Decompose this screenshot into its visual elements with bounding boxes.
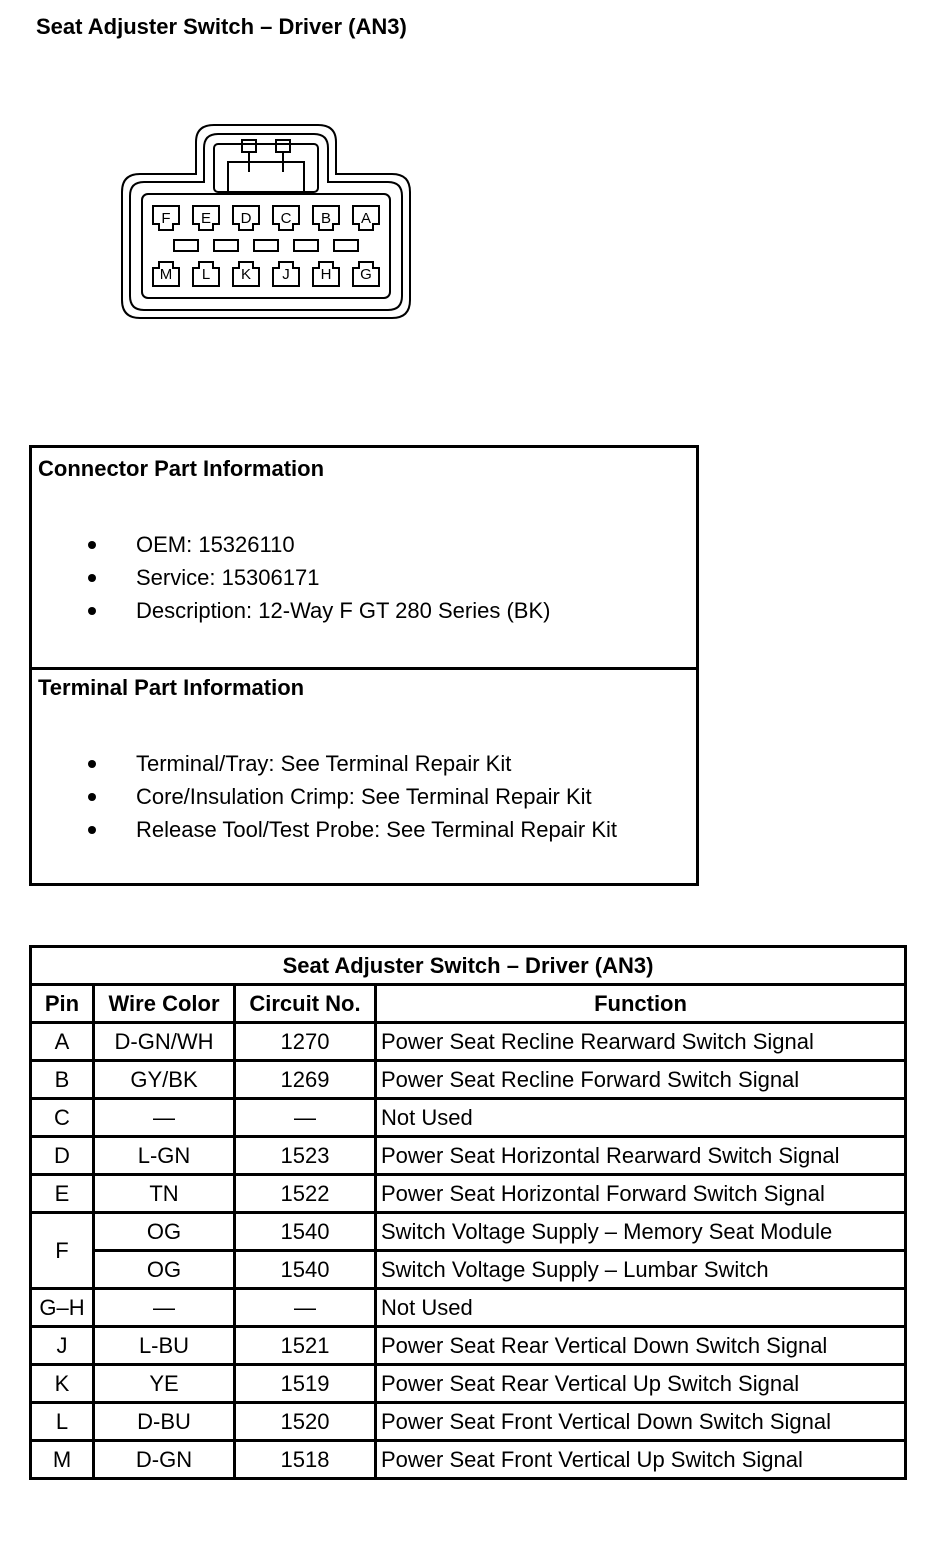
list-item-text: Terminal/Tray: See Terminal Repair Kit [136, 751, 512, 776]
circuit-cell: 1270 [235, 1023, 376, 1061]
pin-label-f: F [161, 210, 171, 227]
wire-color-cell: YE [94, 1365, 235, 1403]
circuit-cell: 1540 [235, 1251, 376, 1289]
circuit-cell: 1518 [235, 1441, 376, 1479]
circuit-cell: 1540 [235, 1213, 376, 1251]
list-item [32, 747, 617, 780]
wire-color-cell: D-GN [94, 1441, 235, 1479]
pin-cell: L [31, 1403, 94, 1441]
bullet-icon [88, 760, 96, 768]
table-row [31, 1099, 906, 1137]
pin-assignment-table [29, 945, 907, 1480]
connector-face-diagram [118, 122, 414, 322]
pin-label-l: L [201, 266, 211, 283]
function-cell: Power Seat Horizontal Rearward Switch Signal [376, 1137, 906, 1175]
circuit-cell: 1269 [235, 1061, 376, 1099]
list-item-text: Core/Insulation Crimp: See Terminal Repair Kit [136, 784, 592, 809]
page-title: Seat Adjuster Switch – Driver (AN3) [36, 14, 407, 39]
list-item-text: Release Tool/Test Probe: See Terminal Repair Kit [136, 817, 617, 842]
row-separator-key [174, 240, 198, 251]
function-cell: Power Seat Rear Vertical Down Switch Signal [376, 1327, 906, 1365]
pin-label-h: H [320, 266, 332, 283]
function-cell: Power Seat Recline Forward Switch Signal [376, 1061, 906, 1099]
wire-color-cell: L-BU [94, 1327, 235, 1365]
wire-color-cell: D-BU [94, 1403, 235, 1441]
header-pin: Pin [31, 985, 94, 1023]
pin-cell: D [31, 1137, 94, 1175]
function-cell: Power Seat Recline Rearward Switch Signal [376, 1023, 906, 1061]
header-function: Function [376, 985, 906, 1023]
bullet-icon [88, 541, 96, 549]
wire-color-cell: L-GN [94, 1137, 235, 1175]
function-cell: Not Used [376, 1289, 906, 1327]
pin-label-e: E [200, 210, 212, 227]
circuit-cell: — [235, 1099, 376, 1137]
table-row [31, 1213, 906, 1251]
wire-color-cell: TN [94, 1175, 235, 1213]
pin-cell: F [31, 1213, 94, 1289]
table-row [31, 1137, 906, 1175]
pin-cell: G–H [31, 1289, 94, 1327]
circuit-cell: 1519 [235, 1365, 376, 1403]
wire-color-cell: D-GN/WH [94, 1023, 235, 1061]
wire-color-cell: OG [94, 1251, 235, 1289]
pin-cell: E [31, 1175, 94, 1213]
connector-part-info [32, 448, 696, 670]
function-cell: Power Seat Horizontal Forward Switch Signal [376, 1175, 906, 1213]
table-row [31, 1441, 906, 1479]
table-row [31, 1061, 906, 1099]
pin-cell: M [31, 1441, 94, 1479]
header-circuit-no: Circuit No. [235, 985, 376, 1023]
table-row [31, 1175, 906, 1213]
bullet-icon [88, 574, 96, 582]
row-separator-key [294, 240, 318, 251]
table-row [31, 1327, 906, 1365]
bullet-icon [88, 607, 96, 615]
connector-info-list [32, 528, 550, 627]
function-cell: Power Seat Front Vertical Up Switch Signal [376, 1441, 906, 1479]
pin-cell: C [31, 1099, 94, 1137]
bullet-icon [88, 826, 96, 834]
connector-info-heading: Connector Part Information [38, 456, 325, 481]
list-item [32, 813, 617, 846]
pin-label-a: A [360, 210, 372, 227]
header-wire-color: Wire Color [94, 985, 235, 1023]
list-item-text: OEM: 15326110 [136, 532, 295, 557]
bullet-icon [88, 793, 96, 801]
function-cell: Not Used [376, 1099, 906, 1137]
circuit-cell: 1522 [235, 1175, 376, 1213]
function-cell: Power Seat Front Vertical Down Switch Signal [376, 1403, 906, 1441]
pin-label-c: C [280, 210, 292, 227]
row-separator-key [214, 240, 238, 251]
row-separator-key [254, 240, 278, 251]
table-row [31, 1403, 906, 1441]
part-info-box [29, 445, 699, 886]
pin-cell: J [31, 1327, 94, 1365]
wire-color-cell: GY/BK [94, 1061, 235, 1099]
terminal-info-heading: Terminal Part Information [38, 675, 305, 700]
table-caption: Seat Adjuster Switch – Driver (AN3) [31, 947, 906, 985]
function-cell: Power Seat Rear Vertical Up Switch Signal [376, 1365, 906, 1403]
list-item [32, 528, 550, 561]
pin-label-g: G [360, 266, 372, 283]
circuit-cell: — [235, 1289, 376, 1327]
pin-cell: A [31, 1023, 94, 1061]
terminal-info-list [32, 747, 617, 846]
list-item-text: Description: 12-Way F GT 280 Series (BK) [136, 598, 551, 623]
pin-cell: K [31, 1365, 94, 1403]
pin-label-b: B [320, 210, 332, 227]
list-item-text: Service: 15306171 [136, 565, 320, 590]
list-item [32, 561, 550, 594]
pin-label-k: K [240, 266, 252, 283]
function-cell: Switch Voltage Supply – Lumbar Switch [376, 1251, 906, 1289]
pin-label-d: D [240, 210, 252, 227]
list-item [32, 594, 550, 627]
table-header-row [31, 985, 906, 1023]
function-cell: Switch Voltage Supply – Memory Seat Module [376, 1213, 906, 1251]
table-row [31, 1289, 906, 1327]
pin-label-m: M [159, 266, 173, 283]
pin-label-j: J [282, 266, 290, 283]
terminal-part-info [32, 667, 696, 883]
circuit-cell: 1523 [235, 1137, 376, 1175]
row-separator-key [334, 240, 358, 251]
wire-color-cell: — [94, 1289, 235, 1327]
pin-cell: B [31, 1061, 94, 1099]
table-row [31, 1365, 906, 1403]
circuit-cell: 1520 [235, 1403, 376, 1441]
wire-color-cell: OG [94, 1213, 235, 1251]
table-row [31, 1023, 906, 1061]
table-row [31, 1251, 906, 1289]
wire-color-cell: — [94, 1099, 235, 1137]
circuit-cell: 1521 [235, 1327, 376, 1365]
list-item [32, 780, 617, 813]
connector-latch [214, 144, 318, 192]
